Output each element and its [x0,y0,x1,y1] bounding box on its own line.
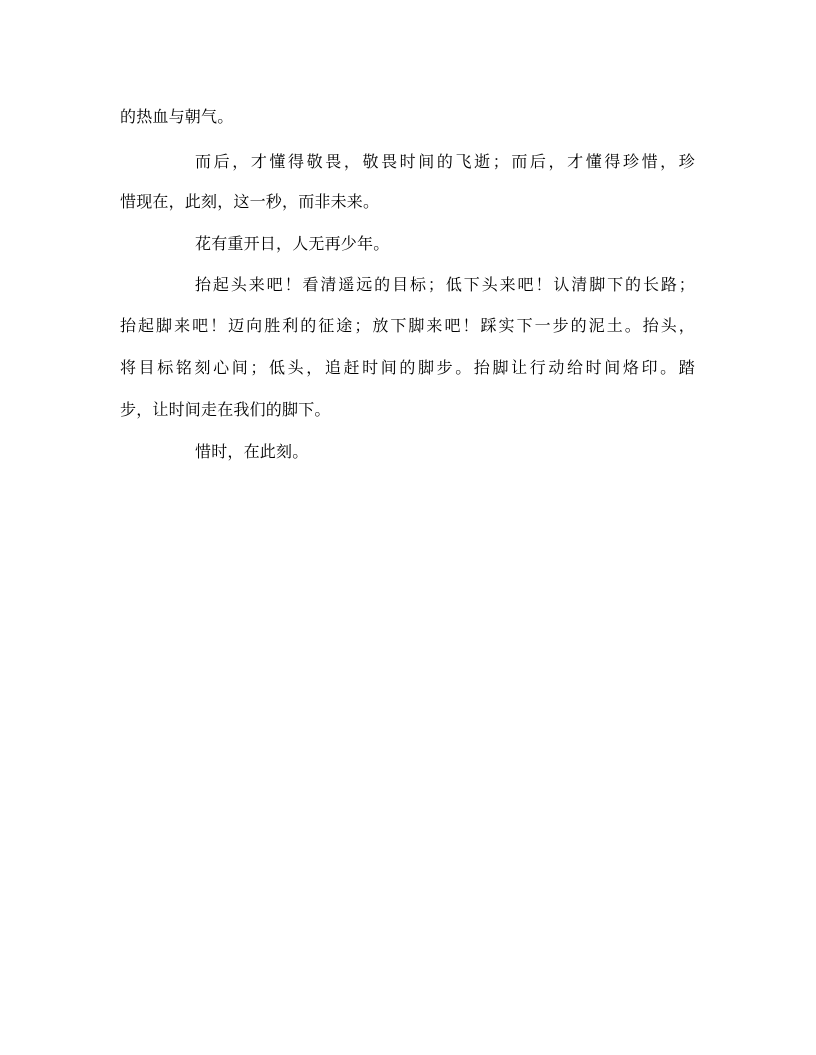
text-line-6: 抬起脚来吧！迈向胜利的征途；放下脚来吧！踩实下一步的泥土。抬头， [120,316,695,335]
text-line-8: 步，让时间走在我们的脚下。 [120,400,331,419]
text-line-3: 惜现在，此刻，这一秒，而非未来。 [120,192,380,211]
text-line-4: 花有重开日，人无再少年。 [195,234,390,253]
text-line-2: 而后，才懂得敬畏，敬畏时间的飞逝；而后，才懂得珍惜，珍 [195,152,695,171]
text-line-9: 惜时，在此刻。 [195,442,309,461]
text-line-1: 的热血与朝气。 [120,107,234,126]
text-line-5: 抬起头来吧！看清遥远的目标；低下头来吧！认清脚下的长路； [195,275,695,294]
text-line-7: 将目标铭刻心间；低头，追赶时间的脚步。抬脚让行动给时间烙印。踏 [120,358,695,377]
